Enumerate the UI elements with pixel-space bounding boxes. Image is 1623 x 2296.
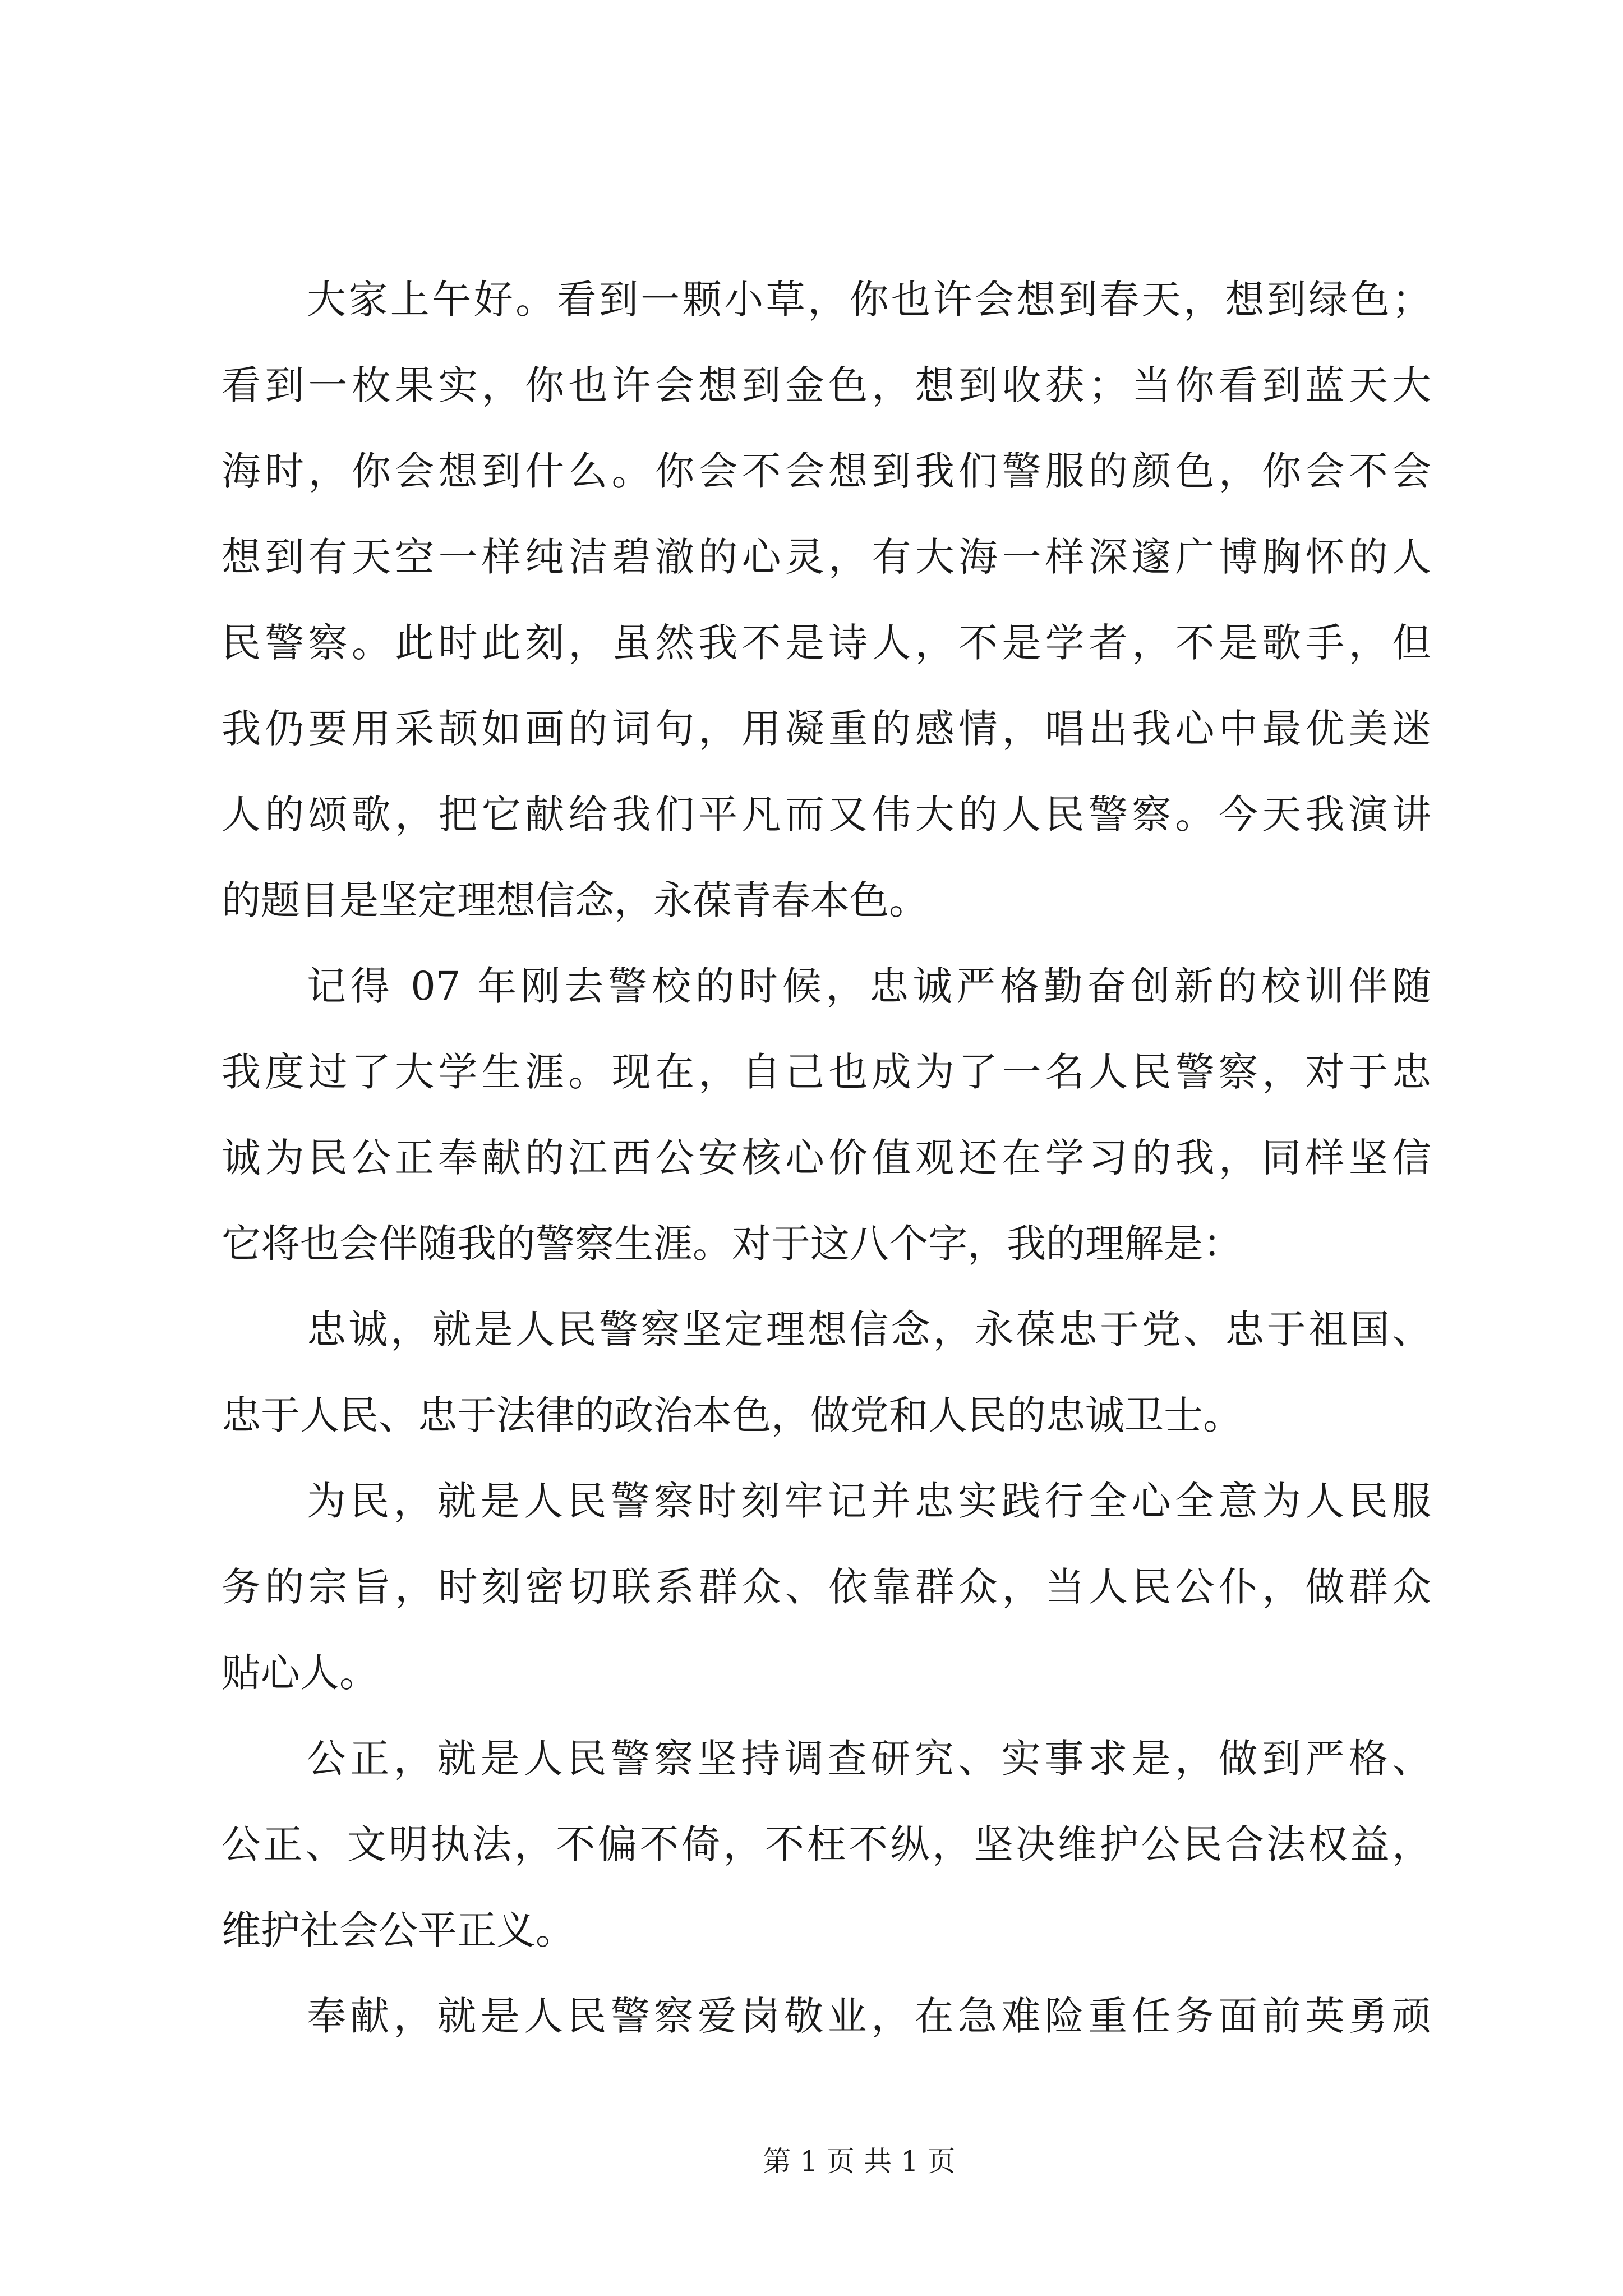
document-line: 务的宗旨，时刻密切联系群众、依靠群众，当人民公仆，做群众 [222,1564,1431,1610]
document-line: 公正，就是人民警察坚持调查研究、实事求是，做到严格、 [307,1736,1431,1782]
document-line: 它将也会伴随我的警察生涯。对于这八个字，我的理解是： [222,1221,1242,1267]
document-line: 诚为民公正奉献的江西公安核心价值观还在学习的我，同样坚信 [222,1135,1431,1181]
document-line: 想到有天空一样纯洁碧澈的心灵，有大海一样深邃广博胸怀的人 [222,534,1431,580]
paragraph-opening [222,257,1431,944]
document-line: 记得 07 年刚去警校的时候，忠诚严格勤奋创新的校训伴随 [307,963,1431,1009]
paragraph-loyalty [222,1287,1431,1458]
document-line: 维护社会公平正义。 [222,1907,575,1953]
document-line: 大家上午好。看到一颗小草，你也许会想到春天，想到绿色； [307,277,1431,323]
document-line: 人的颂歌，把它献给我们平凡而又伟大的人民警察。今天我演讲 [222,792,1431,838]
document-line: 的题目是坚定理想信念，永葆青春本色。 [222,877,928,923]
document-line: 忠于人民、忠于法律的政治本色，做党和人民的忠诚卫士。 [222,1392,1242,1438]
document-body [222,257,1431,2059]
document-line: 贴心人。 [222,1650,379,1696]
paragraph-dedication [222,1973,1431,2059]
paragraph-justice [222,1716,1431,1973]
page-footer: 第 1 页 共 1 页 [763,2145,956,2178]
document-line: 看到一枚果实，你也许会想到金色，想到收获；当你看到蓝天大 [222,362,1431,408]
paragraph-serve-people [222,1458,1431,1716]
document-line: 公正、文明执法，不偏不倚，不枉不纵，坚决维护公民合法权益， [222,1821,1431,1867]
document-line: 民警察。此时此刻，虽然我不是诗人，不是学者，不是歌手，但 [222,620,1431,666]
document-line: 海时，你会想到什么。你会不会想到我们警服的颜色，你会不会 [222,448,1431,494]
document-line: 为民，就是人民警察时刻牢记并忠实践行全心全意为人民服 [307,1478,1431,1524]
document-line: 奉献，就是人民警察爱岗敬业，在急难险重任务面前英勇顽 [307,1993,1431,2039]
document-line: 我仍要用采颉如画的词句，用凝重的感情，唱出我心中最优美迷 [222,706,1431,752]
document-line: 忠诚，就是人民警察坚定理想信念，永葆忠于党、忠于祖国、 [307,1306,1431,1352]
paragraph-school-motto [222,944,1431,1287]
document-line: 我度过了大学生涯。现在，自己也成为了一名人民警察，对于忠 [222,1049,1431,1095]
